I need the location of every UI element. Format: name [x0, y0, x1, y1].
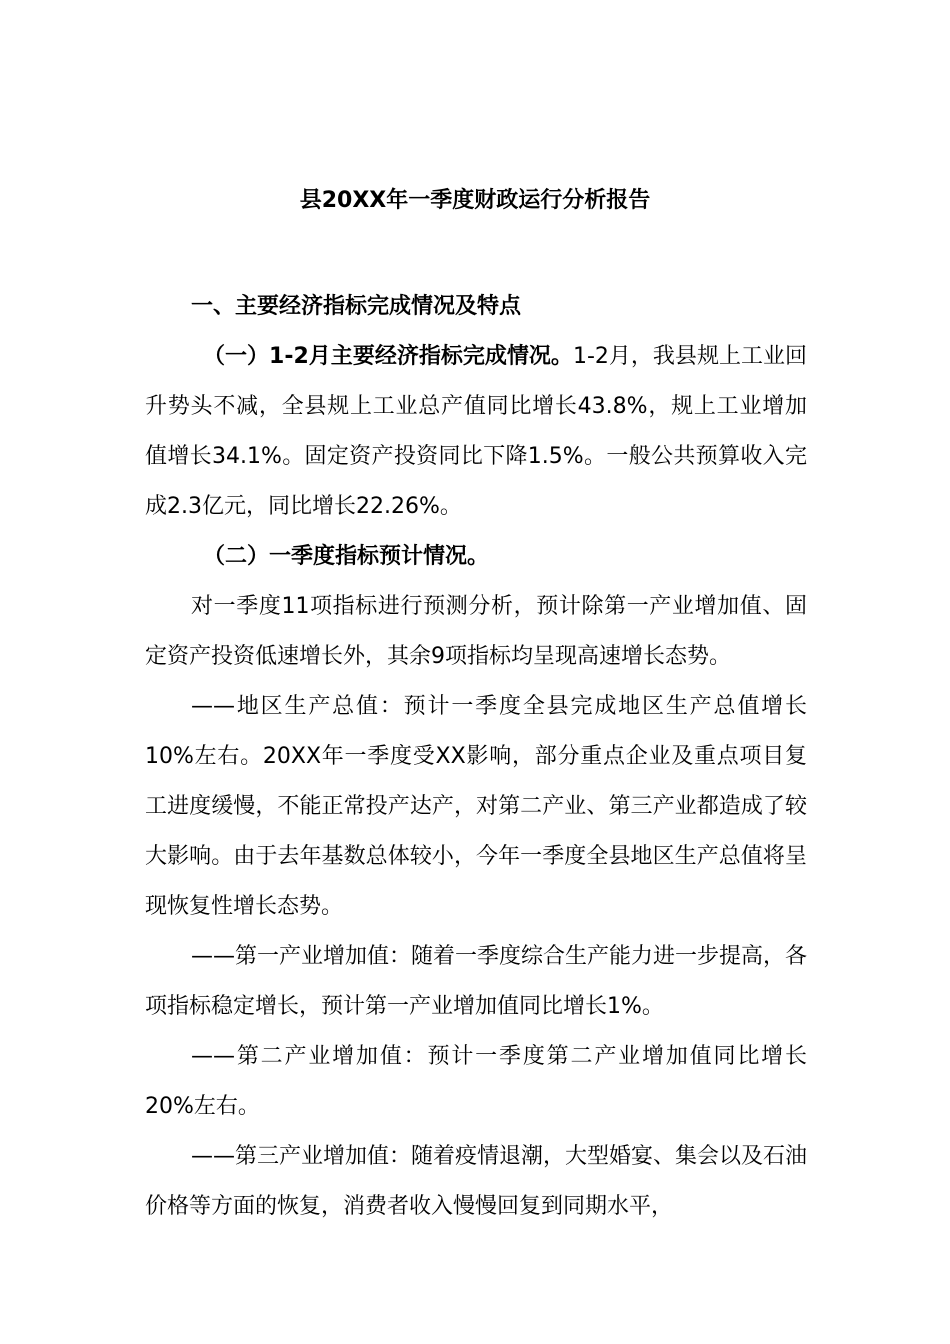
paragraph-1 — [145, 332, 807, 532]
paragraph-1-body: 1-2月，我县规上工业回升势头不减，全县规上工业总产值同比增长43.8%，规上工业增加值增长34.1%。固定资产投资同比下降1.5%。一般公共预算收入完成2.3亿元，同比增长22.26%。 — [145, 344, 807, 519]
paragraph-7: ——第三产业增加值：随着疫情退潮，大型婚宴、集会以及石油价格等方面的恢复，消费者收入慢慢回复到同期水平， — [145, 1144, 808, 1219]
paragraph-6: ——第二产业增加值：预计一季度第二产业增加值同比增长20%左右。 — [145, 1044, 807, 1119]
document-body — [145, 282, 807, 1232]
paragraph-5: ——第一产业增加值：随着一季度综合生产能力进一步提高，各项指标稳定增长，预计第一产业增加值同比增长1%。 — [145, 944, 808, 1019]
paragraph-1-heading: （一）1-2月主要经济指标完成情况。 — [203, 344, 573, 369]
paragraph-4: ——地区生产总值：预计一季度全县完成地区生产总值增长10%左右。20XX年一季度受XX影响，部分重点企业及重点项目复工进度缓慢，不能正常投产达产，对第二产业、第三产业都造成了较大影响。由于去年基数总体较小，今年一季度全县地区生产总值将呈现恢复性增长态势。 — [145, 694, 807, 919]
section-heading: 一、主要经济指标完成情况及特点 — [191, 294, 522, 319]
document-title: 县20XX年一季度财政运行分析报告 — [299, 188, 651, 213]
paragraph-2-heading: （二）一季度指标预计情况。 — [203, 544, 490, 569]
paragraph-3: 对一季度11项指标进行预测分析，预计除第一产业增加值、固定资产投资低速增长外，其余9项指标均呈现高速增长态势。 — [145, 594, 807, 669]
